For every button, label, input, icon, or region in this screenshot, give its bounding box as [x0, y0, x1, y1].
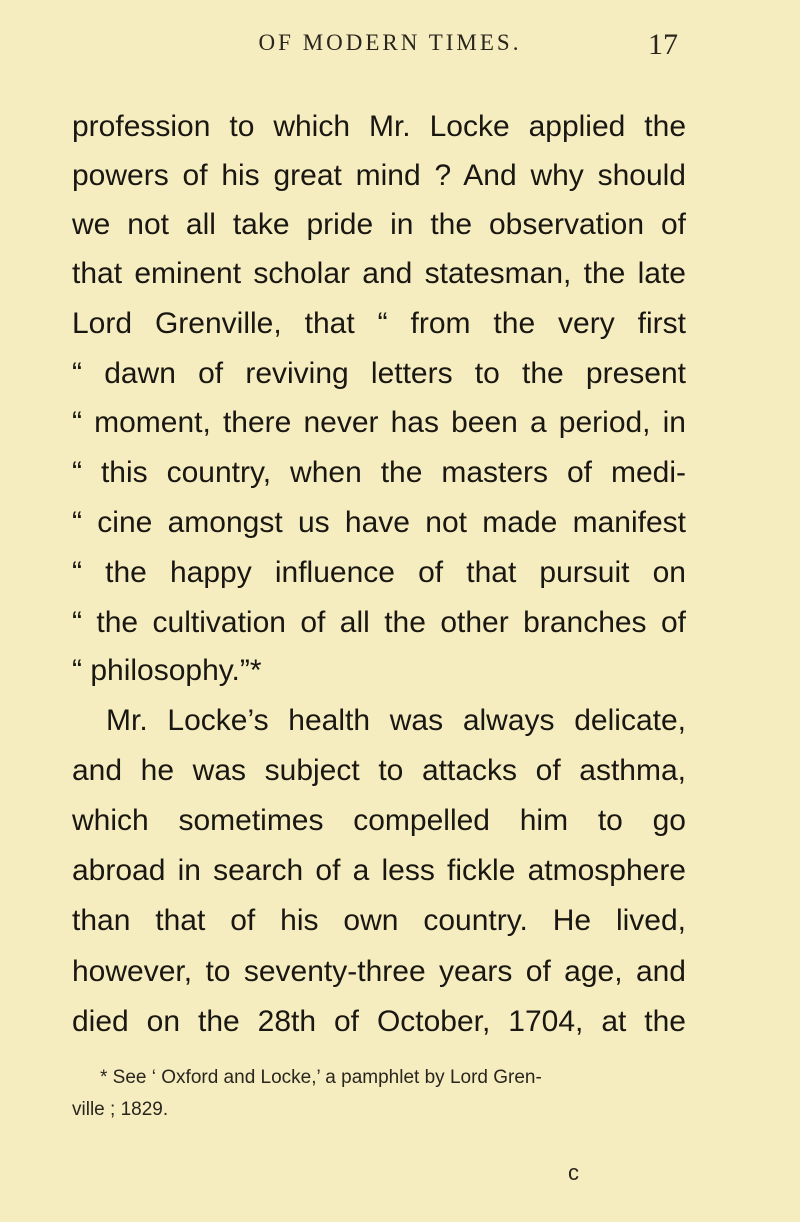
text-line: “ this country, when the masters of medi-	[72, 456, 686, 489]
paragraph-start-line: Mr. Locke’s health was always delicate,	[106, 704, 686, 737]
text-line: “ the happy influence of that pursuit on	[72, 556, 686, 589]
footnote-line: * See ‘ Oxford and Locke,’ a pamphlet by Lord Gren-	[100, 1067, 542, 1088]
text-line: than that of his own country. He lived,	[72, 904, 686, 937]
text-line: which sometimes compelled him to go	[72, 804, 686, 837]
signature-mark: c	[568, 1160, 579, 1185]
text-line: “ the cultivation of all the other branches of	[72, 606, 686, 639]
text-line: died on the 28th of October, 1704, at the	[72, 1005, 686, 1038]
running-head: OF MODERN TIMES.	[258, 30, 522, 55]
text-line: profession to which Mr. Locke applied the	[72, 110, 686, 143]
text-line: powers of his great mind ? And why should	[72, 159, 686, 192]
text-line: “ moment, there never has been a period, in	[72, 406, 686, 439]
text-line: we not all take pride in the observation of	[72, 208, 686, 241]
text-line: “ philosophy.”*	[72, 654, 262, 687]
text-line: “ cine amongst us have not made manifest	[72, 506, 686, 539]
text-line: however, to seventy-three years of age, and	[72, 955, 686, 988]
footnote-line: ville ; 1829.	[72, 1099, 169, 1120]
text-line: that eminent scholar and statesman, the late	[72, 257, 686, 290]
text-line: and he was subject to attacks of asthma,	[72, 754, 686, 787]
text-line: Lord Grenville, that “ from the very first	[72, 307, 686, 340]
text-line: abroad in search of a less fickle atmosphere	[72, 854, 686, 887]
page-number: 17	[648, 28, 678, 61]
text-line: “ dawn of reviving letters to the present	[72, 357, 686, 390]
